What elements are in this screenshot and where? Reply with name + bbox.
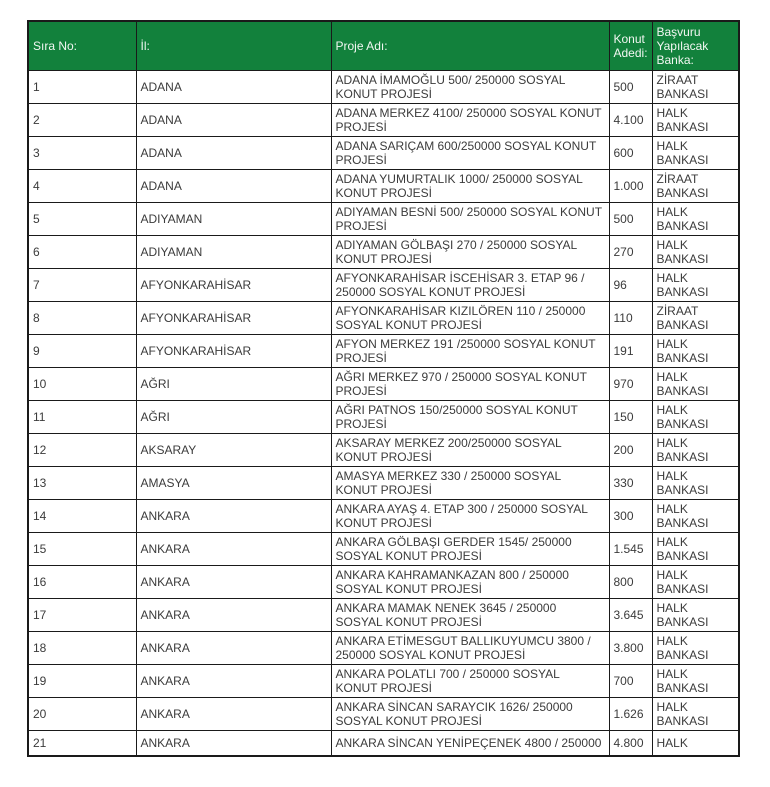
cell-adet: 110: [609, 302, 652, 335]
table-header-row: [28, 21, 739, 71]
cell-no: 20: [28, 698, 136, 731]
cell-banka: HALK BANKASI: [652, 401, 739, 434]
cell-adet: 4.100: [609, 104, 652, 137]
cell-adet: 200: [609, 434, 652, 467]
cell-banka: HALK BANKASI: [652, 335, 739, 368]
cell-banka: ZİRAAT BANKASI: [652, 71, 739, 104]
table-row: [28, 170, 739, 203]
cell-il: ADIYAMAN: [136, 203, 331, 236]
cell-proje: AKSARAY MERKEZ 200/250000 SOSYAL KONUT PROJESİ: [331, 434, 609, 467]
table-row: [28, 203, 739, 236]
cell-no: 13: [28, 467, 136, 500]
cell-adet: 300: [609, 500, 652, 533]
cell-il: ANKARA: [136, 599, 331, 632]
cell-proje: AĞRI MERKEZ 970 / 250000 SOSYAL KONUT PROJESİ: [331, 368, 609, 401]
cell-no: 17: [28, 599, 136, 632]
cell-il: ANKARA: [136, 533, 331, 566]
header-cell-il: İl:: [136, 21, 331, 71]
table-row: [28, 665, 739, 698]
cell-no: 21: [28, 731, 136, 756]
cell-proje: ANKARA POLATLI 700 / 250000 SOSYAL KONUT PROJESİ: [331, 665, 609, 698]
cell-proje: ANKARA SİNCAN YENİPEÇENEK 4800 / 250000: [331, 731, 609, 756]
cell-banka: HALK BANKASI: [652, 467, 739, 500]
cell-il: ANKARA: [136, 566, 331, 599]
cell-proje: AĞRI PATNOS 150/250000 SOSYAL KONUT PROJESİ: [331, 401, 609, 434]
cell-no: 9: [28, 335, 136, 368]
cell-proje: ADIYAMAN GÖLBAŞI 270 / 250000 SOSYAL KONUT PROJESİ: [331, 236, 609, 269]
cell-adet: 4.800: [609, 731, 652, 756]
cell-no: 19: [28, 665, 136, 698]
cell-no: 15: [28, 533, 136, 566]
cell-il: ADANA: [136, 137, 331, 170]
table-row: [28, 467, 739, 500]
cell-banka: HALK BANKASI: [652, 236, 739, 269]
cell-no: 1: [28, 71, 136, 104]
cell-banka: HALK: [652, 731, 739, 756]
cell-il: ADANA: [136, 104, 331, 137]
cell-banka: HALK BANKASI: [652, 533, 739, 566]
cell-no: 5: [28, 203, 136, 236]
table-row: [28, 731, 739, 756]
cell-banka: HALK BANKASI: [652, 104, 739, 137]
cell-no: 7: [28, 269, 136, 302]
cell-adet: 500: [609, 203, 652, 236]
cell-no: 6: [28, 236, 136, 269]
cell-banka: HALK BANKASI: [652, 500, 739, 533]
cell-proje: ADANA İMAMOĞLU 500/ 250000 SOSYAL KONUT PROJESİ: [331, 71, 609, 104]
cell-adet: 150: [609, 401, 652, 434]
cell-banka: HALK BANKASI: [652, 599, 739, 632]
table-row: [28, 533, 739, 566]
cell-proje: ANKARA SİNCAN SARAYCIK 1626/ 250000 SOSYAL KONUT PROJESİ: [331, 698, 609, 731]
cell-banka: HALK BANKASI: [652, 137, 739, 170]
table-row: [28, 137, 739, 170]
cell-il: AMASYA: [136, 467, 331, 500]
cell-adet: 96: [609, 269, 652, 302]
cell-no: 16: [28, 566, 136, 599]
cell-il: ANKARA: [136, 731, 331, 756]
table-row: [28, 500, 739, 533]
cell-il: AFYONKARAHİSAR: [136, 269, 331, 302]
cell-proje: AFYON MERKEZ 191 /250000 SOSYAL KONUT PROJESİ: [331, 335, 609, 368]
cell-banka: HALK BANKASI: [652, 368, 739, 401]
header-cell-proje: Proje Adı:: [331, 21, 609, 71]
cell-adet: 970: [609, 368, 652, 401]
cell-proje: ANKARA ETİMESGUT BALLIKUYUMCU 3800 / 250000 SOSYAL KONUT PROJESİ: [331, 632, 609, 665]
table-row: [28, 434, 739, 467]
cell-banka: HALK BANKASI: [652, 203, 739, 236]
cell-adet: 191: [609, 335, 652, 368]
table-row: [28, 599, 739, 632]
header-cell-banka: Başvuru Yapılacak Banka:: [652, 21, 739, 71]
cell-banka: HALK BANKASI: [652, 698, 739, 731]
table-row: [28, 566, 739, 599]
cell-banka: HALK BANKASI: [652, 269, 739, 302]
cell-adet: 700: [609, 665, 652, 698]
cell-banka: HALK BANKASI: [652, 434, 739, 467]
cell-il: ANKARA: [136, 665, 331, 698]
table-row: [28, 368, 739, 401]
cell-adet: 1.000: [609, 170, 652, 203]
cell-il: AĞRI: [136, 401, 331, 434]
cell-proje: AFYONKARAHİSAR KIZILÖREN 110 / 250000 SOSYAL KONUT PROJESİ: [331, 302, 609, 335]
cell-no: 8: [28, 302, 136, 335]
cell-adet: 270: [609, 236, 652, 269]
cell-proje: ADANA MERKEZ 4100/ 250000 SOSYAL KONUT PROJESİ: [331, 104, 609, 137]
table-row: [28, 104, 739, 137]
cell-adet: 1.626: [609, 698, 652, 731]
housing-projects-table: [27, 20, 740, 757]
cell-il: AFYONKARAHİSAR: [136, 302, 331, 335]
cell-il: AKSARAY: [136, 434, 331, 467]
cell-proje: ANKARA GÖLBAŞI GERDER 1545/ 250000 SOSYAL KONUT PROJESİ: [331, 533, 609, 566]
cell-il: ANKARA: [136, 698, 331, 731]
housing-projects-table-wrap: [27, 20, 740, 757]
cell-no: 10: [28, 368, 136, 401]
table-row: [28, 698, 739, 731]
table-row: [28, 71, 739, 104]
cell-adet: 500: [609, 71, 652, 104]
cell-proje: ADANA YUMURTALIK 1000/ 250000 SOSYAL KONUT PROJESİ: [331, 170, 609, 203]
table-row: [28, 269, 739, 302]
cell-no: 4: [28, 170, 136, 203]
cell-proje: ANKARA MAMAK NENEK 3645 / 250000 SOSYAL KONUT PROJESİ: [331, 599, 609, 632]
cell-proje: ANKARA AYAŞ 4. ETAP 300 / 250000 SOSYAL KONUT PROJESİ: [331, 500, 609, 533]
cell-proje: ANKARA KAHRAMANKAZAN 800 / 250000 SOSYAL KONUT PROJESİ: [331, 566, 609, 599]
table-row: [28, 302, 739, 335]
cell-adet: 600: [609, 137, 652, 170]
table-row: [28, 236, 739, 269]
cell-adet: 1.545: [609, 533, 652, 566]
cell-adet: 3.645: [609, 599, 652, 632]
cell-banka: HALK BANKASI: [652, 632, 739, 665]
header-cell-adet: Konut Adedi:: [609, 21, 652, 71]
header-cell-no: Sıra No:: [28, 21, 136, 71]
table-row: [28, 401, 739, 434]
cell-il: ADANA: [136, 170, 331, 203]
cell-il: AFYONKARAHİSAR: [136, 335, 331, 368]
cell-no: 2: [28, 104, 136, 137]
cell-proje: ADANA SARIÇAM 600/250000 SOSYAL KONUT PROJESİ: [331, 137, 609, 170]
cell-adet: 330: [609, 467, 652, 500]
cell-no: 18: [28, 632, 136, 665]
cell-no: 3: [28, 137, 136, 170]
cell-il: ANKARA: [136, 632, 331, 665]
cell-il: ADIYAMAN: [136, 236, 331, 269]
cell-banka: HALK BANKASI: [652, 566, 739, 599]
cell-il: ADANA: [136, 71, 331, 104]
cell-adet: 800: [609, 566, 652, 599]
cell-il: AĞRI: [136, 368, 331, 401]
cell-il: ANKARA: [136, 500, 331, 533]
table-row: [28, 335, 739, 368]
cell-banka: ZİRAAT BANKASI: [652, 302, 739, 335]
cell-no: 12: [28, 434, 136, 467]
table-body: [28, 71, 739, 756]
cell-banka: HALK BANKASI: [652, 665, 739, 698]
cell-adet: 3.800: [609, 632, 652, 665]
cell-banka: ZİRAAT BANKASI: [652, 170, 739, 203]
cell-proje: ADIYAMAN BESNİ 500/ 250000 SOSYAL KONUT PROJESİ: [331, 203, 609, 236]
cell-proje: AFYONKARAHİSAR İSCEHİSAR 3. ETAP 96 / 250000 SOSYAL KONUT PROJESİ: [331, 269, 609, 302]
table-row: [28, 632, 739, 665]
cell-proje: AMASYA MERKEZ 330 / 250000 SOSYAL KONUT PROJESİ: [331, 467, 609, 500]
cell-no: 11: [28, 401, 136, 434]
cell-no: 14: [28, 500, 136, 533]
